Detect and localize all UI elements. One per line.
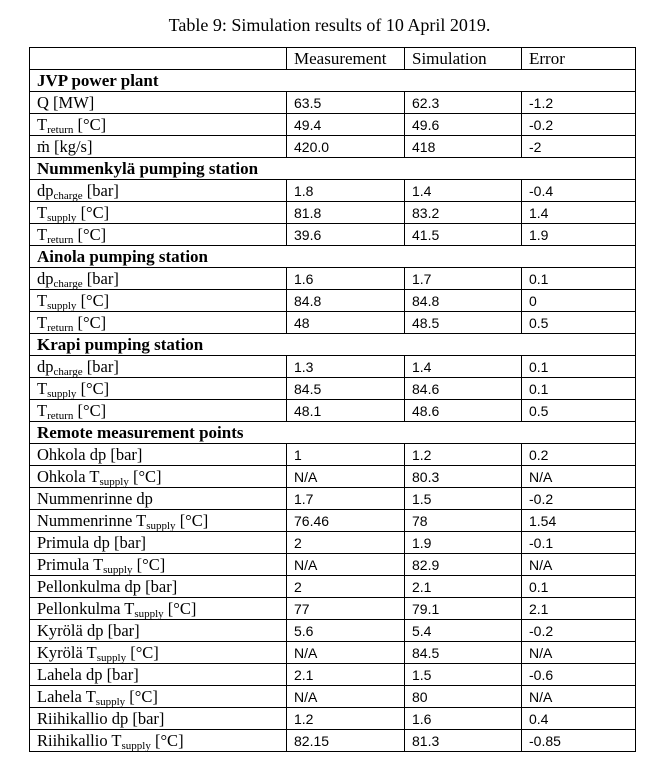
error-cell: -0.6 [522,664,636,686]
header-cell-label [30,48,287,70]
simulation-cell: 79.1 [405,598,522,620]
measurement-cell: 2 [287,532,405,554]
row-label [30,114,287,136]
row-label-subscript: supply [99,475,129,488]
row-label-subscript: supply [47,211,77,224]
row-label-text: T [37,202,48,222]
row-label-subscript: charge [53,277,83,290]
row-label-text: ṁ [kg/s] [37,136,93,156]
row-label [30,488,287,510]
simulation-cell: 84.6 [405,378,522,400]
table-row [30,312,636,334]
row-label-text: Ohkola dp [bar] [37,444,143,464]
row-label-subscript: return [47,321,74,334]
section-title: Krapi pumping station [30,334,636,356]
row-label-text: T [37,224,48,244]
row-label-text: dp [37,268,54,288]
section-row [30,422,636,444]
row-label-subscript: return [47,409,74,422]
row-label-unit: [°C] [150,730,184,750]
simulation-cell: 418 [405,136,522,158]
simulation-cell: 1.5 [405,664,522,686]
measurement-cell: 76.46 [287,510,405,532]
row-label-unit: [°C] [76,290,110,310]
table-row [30,730,636,752]
row-label-unit: [°C] [73,224,107,244]
measurement-cell: N/A [287,686,405,708]
error-cell: -0.85 [522,730,636,752]
table-row [30,686,636,708]
row-label-text: T [37,114,48,134]
row-label [30,532,287,554]
table-row [30,290,636,312]
row-label [30,554,287,576]
row-label-subscript: supply [146,519,176,532]
row-label-subscript: supply [47,299,77,312]
simulation-cell: 80.3 [405,466,522,488]
measurement-cell: 82.15 [287,730,405,752]
row-label [30,708,287,730]
header-cell-error: Error [522,48,636,70]
row-label-text: Riihikallio T [37,730,122,750]
simulation-cell: 80 [405,686,522,708]
error-cell: 0.4 [522,708,636,730]
row-label [30,268,287,290]
row-label [30,576,287,598]
row-label-text: T [37,312,48,332]
simulation-cell: 81.3 [405,730,522,752]
row-label [30,664,287,686]
results-table [29,47,636,752]
row-label [30,224,287,246]
row-label-text: Pellonkulma T [37,598,135,618]
measurement-cell: N/A [287,466,405,488]
row-label-subscript: supply [121,739,151,752]
error-cell: -2 [522,136,636,158]
error-cell: 0.2 [522,444,636,466]
simulation-cell: 2.1 [405,576,522,598]
simulation-cell: 83.2 [405,202,522,224]
row-label-text: Primula T [37,554,104,574]
row-label [30,598,287,620]
table-row [30,532,636,554]
measurement-cell: 2 [287,576,405,598]
table-row [30,378,636,400]
row-label-unit: [°C] [73,114,107,134]
section-title: JVP power plant [30,70,636,92]
row-label [30,92,287,114]
measurement-cell: 81.8 [287,202,405,224]
simulation-cell: 48.5 [405,312,522,334]
table-row [30,136,636,158]
row-label [30,290,287,312]
simulation-cell: 62.3 [405,92,522,114]
error-cell: N/A [522,554,636,576]
row-label-subscript: return [47,123,74,136]
row-label [30,510,287,532]
simulation-cell: 1.6 [405,708,522,730]
table-row [30,224,636,246]
error-cell: -0.2 [522,620,636,642]
row-label-subscript: supply [103,563,133,576]
row-label [30,356,287,378]
error-cell: -0.1 [522,532,636,554]
measurement-cell: 1.8 [287,180,405,202]
simulation-cell: 1.4 [405,356,522,378]
measurement-cell: 63.5 [287,92,405,114]
header-cell-measurement: Measurement [287,48,405,70]
row-label-text: Ohkola T [37,466,100,486]
row-label-subscript: supply [134,607,164,620]
table-row [30,510,636,532]
measurement-cell: 39.6 [287,224,405,246]
measurement-cell: N/A [287,554,405,576]
section-title: Remote measurement points [30,422,636,444]
row-label-subscript: supply [47,387,77,400]
row-label-subscript: charge [53,365,83,378]
row-label-text: Q [MW] [37,92,95,112]
error-cell: N/A [522,466,636,488]
row-label-unit: [°C] [125,686,158,706]
section-row [30,246,636,268]
row-label-unit: [°C] [128,466,162,486]
simulation-cell: 84.8 [405,290,522,312]
row-label-unit: [°C] [126,642,159,662]
measurement-cell: 84.8 [287,290,405,312]
row-label-subscript: supply [96,651,127,664]
simulation-cell: 49.6 [405,114,522,136]
error-cell: -0.2 [522,488,636,510]
error-cell: 1.9 [522,224,636,246]
row-label-unit: [°C] [175,510,209,530]
row-label-text: Nummenrinne T [37,510,147,530]
row-label-text: Lahela T [37,686,96,706]
row-label [30,378,287,400]
row-label-text: T [37,400,48,420]
table-row [30,488,636,510]
table-row [30,114,636,136]
error-cell: 0.1 [522,576,636,598]
row-label [30,730,287,752]
table-row [30,598,636,620]
row-label-text: T [37,378,48,398]
measurement-cell: 48.1 [287,400,405,422]
error-cell: N/A [522,642,636,664]
simulation-cell: 48.6 [405,400,522,422]
row-label-text: Riihikallio dp [bar] [37,708,165,728]
row-label-unit: [bar] [82,356,119,376]
row-label-subscript: charge [53,189,83,202]
measurement-cell: 5.6 [287,620,405,642]
row-label [30,312,287,334]
measurement-cell: 2.1 [287,664,405,686]
measurement-cell: 1.3 [287,356,405,378]
table-row [30,268,636,290]
error-cell: 0.5 [522,312,636,334]
measurement-cell: N/A [287,642,405,664]
section-title: Ainola pumping station [30,246,636,268]
simulation-cell: 1.7 [405,268,522,290]
row-label-text: T [37,290,48,310]
row-label-unit: [bar] [82,180,119,200]
simulation-cell: 1.4 [405,180,522,202]
error-cell: 0.1 [522,356,636,378]
table-row [30,444,636,466]
row-label-text: Lahela dp [bar] [37,664,139,684]
measurement-cell: 420.0 [287,136,405,158]
simulation-cell: 1.2 [405,444,522,466]
row-label-unit: [°C] [163,598,197,618]
table-row [30,356,636,378]
table-row [30,620,636,642]
row-label-text: Nummenrinne dp [37,488,153,508]
table-caption: Table 9: Simulation results of 10 April 2019. [168,15,491,35]
row-label-subscript: supply [95,695,126,708]
row-label [30,642,287,664]
row-label [30,180,287,202]
header-row [30,48,636,70]
table-row [30,466,636,488]
error-cell: 0 [522,290,636,312]
error-cell: 0.1 [522,378,636,400]
section-row [30,334,636,356]
row-label-text: Kyrölä T [37,642,97,662]
error-cell: 0.5 [522,400,636,422]
row-label-unit: [°C] [132,554,166,574]
header-cell-simulation: Simulation [405,48,522,70]
simulation-cell: 5.4 [405,620,522,642]
simulation-cell: 1.5 [405,488,522,510]
row-label-unit: [°C] [73,312,107,332]
error-cell: 1.4 [522,202,636,224]
measurement-cell: 1.2 [287,708,405,730]
row-label [30,686,287,708]
row-label-text: Primula dp [bar] [37,532,147,552]
row-label [30,202,287,224]
row-label-subscript: return [47,233,74,246]
measurement-cell: 1 [287,444,405,466]
error-cell: 1.54 [522,510,636,532]
measurement-cell: 48 [287,312,405,334]
table-row [30,400,636,422]
table-row [30,202,636,224]
row-label [30,620,287,642]
row-label [30,466,287,488]
row-label-text: Pellonkulma dp [bar] [37,576,178,596]
table-row [30,554,636,576]
row-label-text: Kyrölä dp [bar] [37,620,140,640]
row-label-unit: [°C] [73,400,107,420]
section-row [30,70,636,92]
error-cell: -1.2 [522,92,636,114]
results-table-body [30,48,636,752]
table-row [30,92,636,114]
row-label-unit: [°C] [76,202,110,222]
measurement-cell: 49.4 [287,114,405,136]
table-row [30,576,636,598]
simulation-cell: 82.9 [405,554,522,576]
row-label [30,400,287,422]
error-cell: -0.4 [522,180,636,202]
measurement-cell: 77 [287,598,405,620]
section-row [30,158,636,180]
measurement-cell: 84.5 [287,378,405,400]
simulation-cell: 84.5 [405,642,522,664]
error-cell: 2.1 [522,598,636,620]
simulation-cell: 41.5 [405,224,522,246]
row-label-unit: [bar] [82,268,119,288]
row-label [30,136,287,158]
error-cell: N/A [522,686,636,708]
row-label [30,444,287,466]
table-row [30,708,636,730]
row-label-text: dp [37,180,54,200]
section-title: Nummenkylä pumping station [30,158,636,180]
table-row [30,642,636,664]
error-cell: -0.2 [522,114,636,136]
simulation-cell: 78 [405,510,522,532]
simulation-cell: 1.9 [405,532,522,554]
row-label-unit: [°C] [76,378,110,398]
measurement-cell: 1.6 [287,268,405,290]
error-cell: 0.1 [522,268,636,290]
table-row [30,180,636,202]
table-row [30,664,636,686]
measurement-cell: 1.7 [287,488,405,510]
row-label-text: dp [37,356,54,376]
